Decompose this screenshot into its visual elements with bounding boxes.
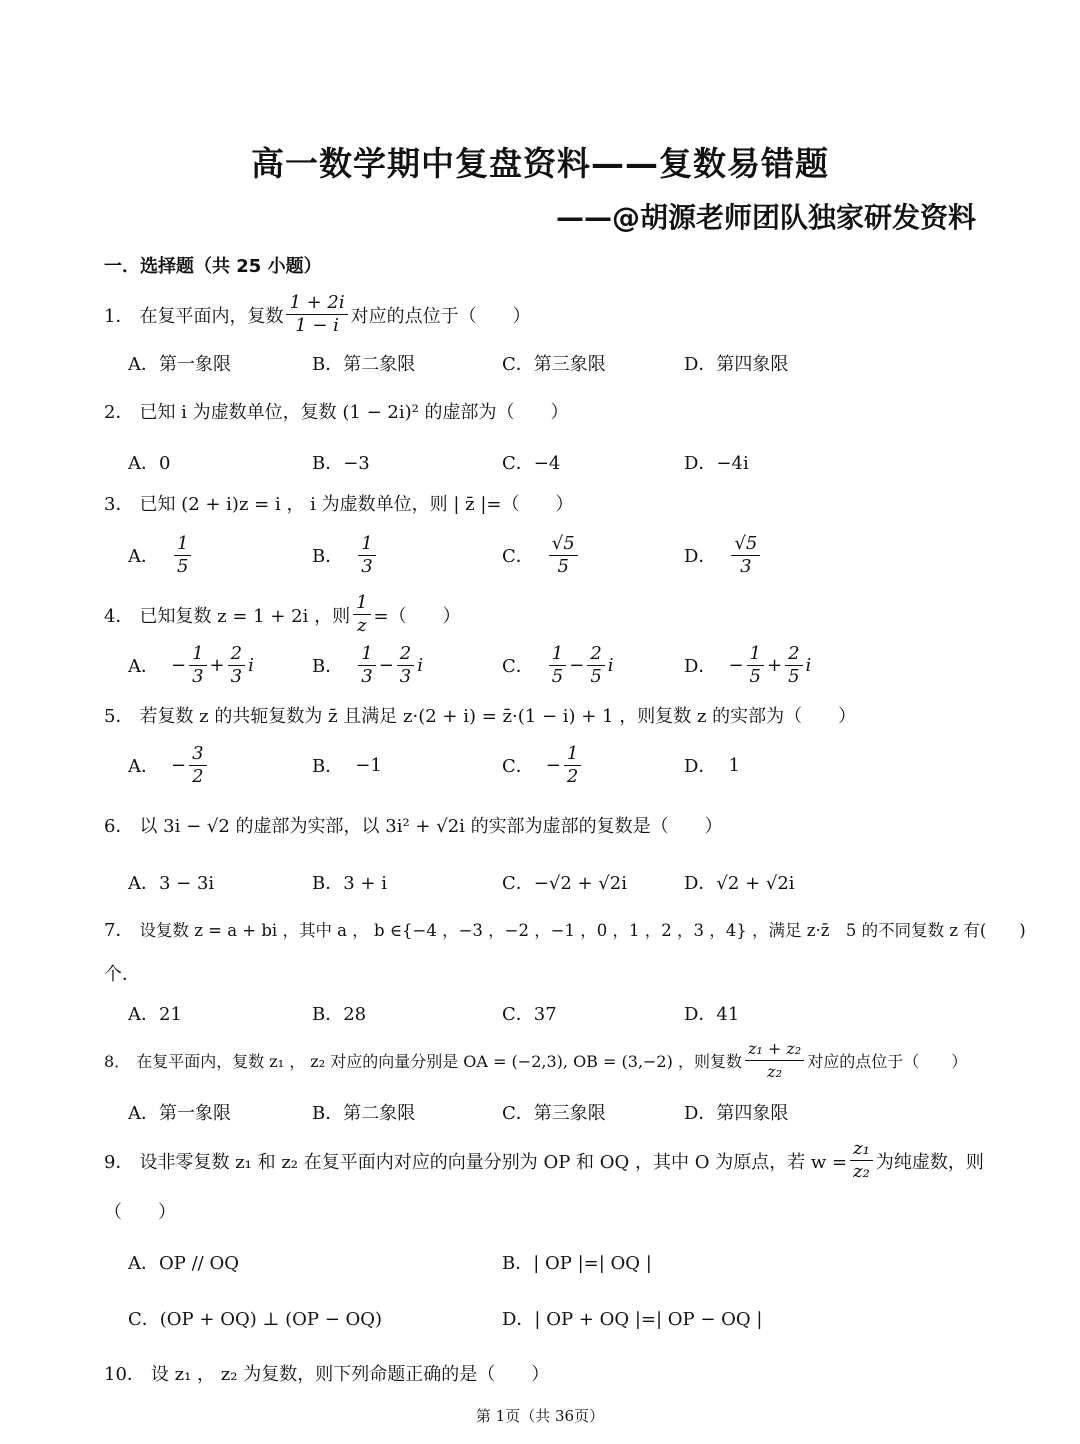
question-6: 6． 以 3i − √2 的虚部为实部，以 3i² + √2i 的实部为虚部的复数是（ ）: [104, 816, 723, 837]
option-c: C．第三象限: [502, 1103, 606, 1124]
option-c: C．−4: [502, 453, 561, 474]
option-c: C． $\frac{√5}{5}$: [502, 535, 581, 575]
fraction: $\frac{\text{z₁ + z₂}}{\text{z₂}}$: [745, 1038, 804, 1083]
page-title: 高一数学期中复盘资料——复数易错题: [251, 144, 829, 183]
option-a: A．21: [128, 1004, 182, 1025]
option-a: A．第一象限: [128, 1103, 231, 1124]
option-c: C．第三象限: [502, 354, 606, 375]
option-b: B．第二象限: [312, 354, 416, 375]
option-b: B． $\frac{1}{3}$: [312, 535, 379, 575]
option-b: B．3 + i: [312, 873, 387, 894]
question-2: 2． 已知 i 为虚数单位，复数 (1 − 2i)² 的虚部为（ ）: [104, 402, 569, 423]
option-c: C．(OP + OQ) ⊥ (OP − OQ): [128, 1309, 383, 1330]
option-b: B． $\frac{1}{3}$ − $\frac{2}{3}$ i: [312, 642, 423, 687]
option-a: A． − $\frac{3}{2}$: [128, 745, 210, 785]
option-d: D． $\frac{√5}{3}$: [684, 535, 763, 575]
options-8: [128, 1092, 988, 1132]
option-c: C．−√2 + √2i: [502, 873, 627, 894]
option-b: B．28: [312, 1004, 367, 1025]
options-9-row2: [128, 1298, 988, 1338]
question-10: 10． 设 z₁ ， z₂ 为复数，则下列命题正确的是（ ）: [104, 1364, 550, 1385]
question-9: 9． 设非零复数 z₁ 和 z₂ 在复平面内对应的向量分别为 OP 和 OQ ，其中 O 为原点，若 w = $\frac{\text{z₁}}{\text{z₂}}$ 为纯虚数，则: [104, 1138, 984, 1182]
option-a: A．OP // OQ: [128, 1253, 239, 1274]
question-7: 7． 设复数 z = a + bi ，其中 a ， b ∈{−4 ，−3 ，−2 ，−1 ，0 ，1 ，2 ，3 ，4} ，满足 z·z̄ 5 的不同复数 z 有( ): [104, 920, 1026, 941]
option-d: D．第四象限: [684, 1103, 789, 1124]
option-c: C． − $\frac{1}{2}$: [502, 745, 584, 785]
page-subtitle: ——@胡源老师团队独家研发资料: [555, 201, 976, 234]
fraction: $\frac{1 + 2i}{1 - i}$: [286, 292, 347, 337]
page-footer: 第 1页（共 36页）: [475, 1407, 605, 1425]
option-d: D．−4i: [684, 453, 749, 474]
option-a: A．3 − 3i: [128, 873, 215, 894]
option-d: D． − $\frac{1}{5}$ + $\frac{2}{5}$ i: [684, 642, 812, 687]
options-9-row1: [128, 1242, 988, 1282]
question-5: 5． 若复数 z 的共轭复数为 z̄ 且满足 z·(2 + i) = z̄·(1 − i) + 1 ，则复数 z 的实部为（ ）: [104, 706, 857, 727]
options-1: [128, 343, 988, 383]
options-3: [128, 532, 988, 577]
option-d: D．41: [684, 1004, 740, 1025]
option-a: A．第一象限: [128, 354, 231, 375]
option-d: D． 1: [684, 754, 740, 777]
question-8: 8． 在复平面内，复数 z₁ ， z₂ 对应的向量分别是 OA = (−2,3), OB = (3,−2) ，则复数 $\frac{\text{z₁ + z₂}}{\text{z₂}}$ 对应的点位于（ ）: [104, 1039, 968, 1081]
option-d: D．√2 + √2i: [684, 873, 795, 894]
option-a: A．0: [128, 453, 171, 474]
option-b: B．| OP |=| OQ |: [502, 1253, 652, 1274]
question-3: 3． 已知 (2 + i)z = i ， i 为虚数单位，则 | z̄ |=（ ）: [104, 494, 574, 515]
option-a: A． − $\frac{1}{3}$ + $\frac{2}{3}$ i: [128, 642, 254, 687]
option-d: D．| OP + OQ |=| OP − OQ |: [502, 1309, 763, 1330]
options-7: [128, 993, 988, 1033]
options-4: [128, 642, 988, 687]
question-7-continuation: 个．: [104, 964, 140, 985]
options-5: [128, 742, 988, 787]
option-c: C． $\frac{1}{5}$ − $\frac{2}{5}$ i: [502, 642, 614, 687]
question-4: 4． 已知复数 z = 1 + 2i ，则 $\frac{1}{z}$ =（ ）: [104, 592, 461, 636]
fraction: $\frac{\text{z₁}}{\text{z₂}}$: [850, 1138, 873, 1183]
option-d: D．第四象限: [684, 354, 789, 375]
fraction: $\frac{1}{z}$: [353, 592, 370, 637]
section-heading: 一．选择题（共 25 小题）: [104, 256, 322, 277]
option-b: B．第二象限: [312, 1103, 416, 1124]
option-b: B．−3: [312, 453, 370, 474]
question-1: 1． 在复平面内，复数 $\frac{1 + 2i}{1 - i}$ 对应的点位于（ ）: [104, 292, 531, 336]
option-b: B． −1: [312, 754, 382, 777]
options-2: [128, 442, 988, 482]
option-a: A． $\frac{1}{5}$: [128, 535, 194, 575]
option-c: C．37: [502, 1004, 557, 1025]
options-6: [128, 862, 988, 902]
question-9-continuation: （ ）: [104, 1202, 176, 1223]
